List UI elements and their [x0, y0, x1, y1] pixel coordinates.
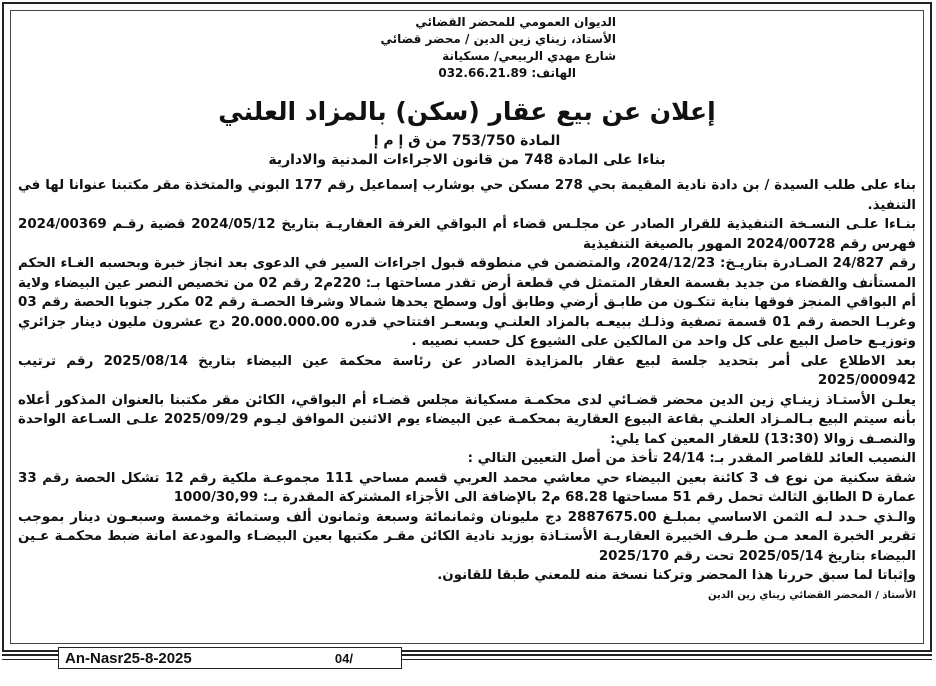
paragraph: يعلـن الأستـاذ زينـاي زين الدين محضر قضـائي لدى محكمـة مسكيانة مجلس قضـاء أم البواقي، الكائن مقر مكتبنا بالعنوان المذكور أعلاه بأنه سيتم البيع بـالمـزاد العلنـي بقاعة البيوع العقارية بمحكمـة عين البيضاء يوم الاثنين الموافق ليـوم 2025/09/29 علـى السـاعة الواحدة والنصـف زوالا (13:30) للعقار المعين كما يلي:	[18, 392, 916, 447]
signature: الأستاذ / المحضر القضائي زيناي زين الدين	[708, 589, 916, 601]
office-name: الديوان العمومي للمحضر القضائي	[415, 15, 616, 29]
legal-basis: بناءا على المادة 748 من قانون الاجراءات المدنية والادارية	[268, 152, 666, 168]
bailiff-address: شارع مهدي الربيعي/ مسكيانة	[442, 49, 616, 63]
page-number: 04/	[334, 650, 353, 666]
paragraph: شقة سكنية من نوع ف 3 كائنة بعين البيضاء حي معاشي محمد العربي قسم مساحي 111 مجموعـة ملكية رقم 12 تشكل الحصة رقم 33 عمارة D الطابق الثالث تحمل رقم 51 مساحتها 68.28 م2 بالإضافة الى الأجزاء المشتركة المقدرة بـ: 1000/30,99	[18, 470, 916, 505]
notice-content	[18, 14, 916, 642]
paragraph: بناء على طلب السيدة / بن دادة نادية المقيمة بحي 278 مسكن حي بوشارب إسماعيل رقم 177 البوني والمتخذة مقر مكتبنا عنوانا لها في التنفيذ.	[18, 178, 916, 213]
bailiff-name: الأستاذ، زيناي زين الدين / محضر قضائي	[380, 32, 616, 46]
paragraph: بنـاءا علـى النسـخة التنفيذية للقرار الصادر عن مجلـس قضاء أم البواقي الغرفة العقاريـة بتاريخ 2024/05/12 قضية رقـم 2024/00369 فهرس رقم 2024/00728 المهور بالصيغة التنفيذية	[18, 217, 916, 252]
paragraph: والـذي حـدد لـه الثمن الاساسي بمبلـغ 2887675.00 دج مليونان وثمانمائة وسبعة وثمانون ألف وستمائة وخمسة وسبعـون دينار بموجب تقرير الخبرة المعد مـن طـرف الخبيرة العقاريـة الأستـاذة بوزيد نادية الكائن مقـر مكتبها بعين البيضـاء والمودعة امانة ضبط محكمـة عـين البيضاء بتاريخ 2025/05/14 تحت رقم 2025/170	[18, 509, 916, 564]
notice-body	[18, 176, 916, 586]
notice-frame	[2, 2, 932, 652]
paragraph: بعد الاطلاع على أمر بتحديد جلسة لبيع عقار بالمزايدة الصادر عن رئاسة محكمة عين البيضاء بتاريخ 2025/08/14 رقم ترتيب 2025/000942	[18, 353, 916, 388]
footer-label	[58, 647, 402, 669]
paragraph: وإثباتا لما سبق حررنا هذا المحضر وتركنا نسخة منه للمعني طبقا للقانون.	[437, 568, 916, 583]
paragraph: النصيب العائد للقاصر المقدر بـ: 24/14 تأخذ من أصل التعيين التالي :	[467, 451, 916, 466]
notice-title: إعلان عن بيع عقار (سكن) بالمزاد العلني	[218, 97, 716, 126]
article-reference: المادة 753/750 من ق إ م إ	[373, 133, 561, 149]
newspaper-reference: An-Nasr25-8-2025	[65, 649, 192, 667]
bailiff-header	[18, 14, 916, 82]
bailiff-phone: الهاتف: 032.66.21.89	[438, 66, 576, 80]
paragraph: رقم 24/827 الصـادرة بتاريـخ: 2024/12/23، والمتضمن في منطوقه قبول اجراءات السير في الدعوى بعد انجاز خبرة وبحسبه الغـاء الحكم المستأنف والقضاء من جديد بقسمة العقار المتمثل في قطعة أرض تقدر مساحتها بـ: 220م2 رقم 02 من تخصيص النصر عين البيضاء ولاية أم البواقي المنجز فوقها بناية تتكـون من طابـق أرضي وطابق أول وسطح يحدها شمالا وشرقا الحصـة رقم 02 مكرر جنوبا الحصة رقم 03 وغربـا الحصة رقم 01 قسمة تصفية وذلـك ببيعـه بالمزاد العلنـي وبسعـر افتتاحي قدره 20.000.000.00 دج عشرون مليون دينار جزائري وتوزيـع حاصل البيع على كل واحد من المالكين على الشيوع كل حسب نصيبه .	[18, 256, 916, 349]
